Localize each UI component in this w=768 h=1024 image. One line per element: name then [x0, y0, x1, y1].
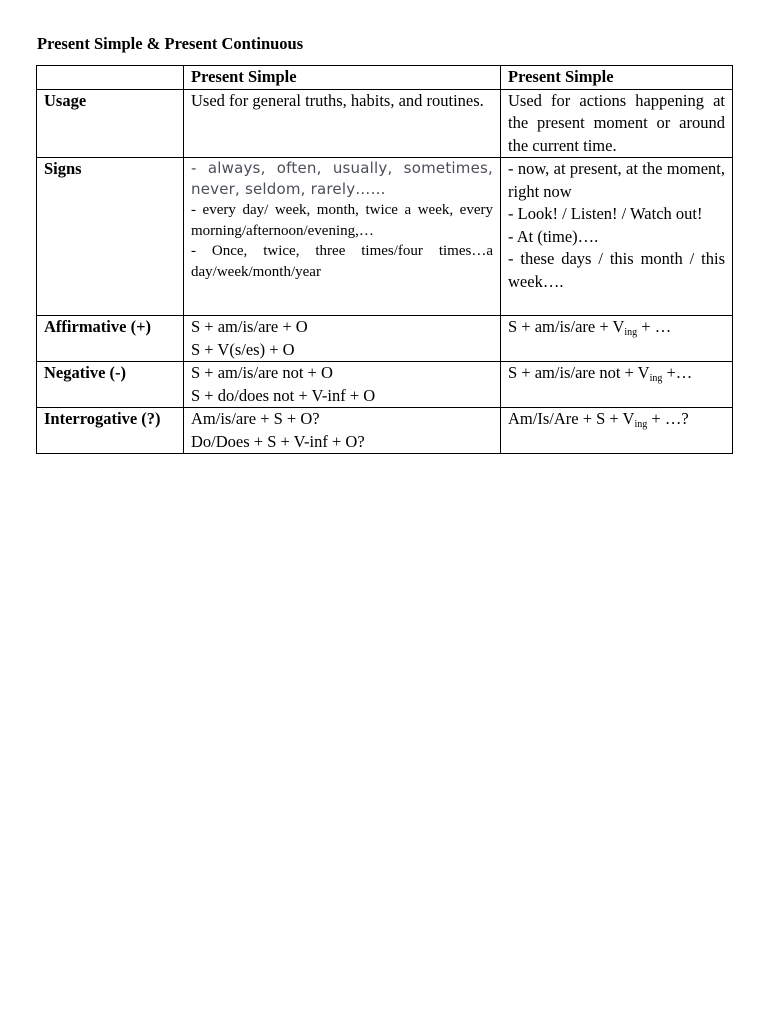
formula-part: + …: [637, 317, 672, 336]
grammar-comparison-table: [36, 65, 733, 454]
row-label-usage: Usage: [37, 89, 184, 158]
affirmative-simple-formula-be: S + am/is/are + O: [191, 317, 308, 336]
table-header-row: [37, 66, 733, 90]
usage-continuous-cell: Used for actions happening at the present moment or around the current time.: [501, 89, 733, 158]
row-label-signs: Signs: [37, 158, 184, 316]
formula-subscript: ing: [649, 373, 663, 384]
signs-continuous-imperatives: - Look! / Listen! / Watch out!: [508, 204, 703, 223]
formula-part: + …?: [647, 409, 689, 428]
signs-continuous-now: - now, at present, at the moment, right now: [508, 159, 725, 201]
affirmative-continuous-formula: [508, 316, 725, 339]
row-label-interrogative: Interrogative (?): [37, 408, 184, 454]
row-label-negative: Negative (-): [37, 362, 184, 408]
signs-continuous-cell: [501, 158, 733, 316]
signs-simple-keywords: - always, often, usually, sometimes, never, seldom, rarely……: [191, 159, 493, 198]
affirmative-continuous-cell: [501, 316, 733, 362]
negative-continuous-cell: [501, 362, 733, 408]
header-present-simple: Present Simple: [184, 66, 501, 90]
formula-subscript: ing: [634, 419, 648, 430]
table-row-interrogative: [37, 408, 733, 454]
interrogative-simple-cell: [184, 408, 501, 454]
signs-simple-cell: [184, 158, 501, 316]
signs-simple-frequency: - Once, twice, three times/four times…a day/week/month/year: [191, 243, 493, 280]
negative-simple-cell: [184, 362, 501, 408]
affirmative-simple-formula-verb: S + V(s/es) + O: [191, 339, 295, 359]
table-row-signs: [37, 158, 733, 316]
signs-continuous-at-time: - At (time)….: [508, 226, 599, 246]
row-label-affirmative: Affirmative (+): [37, 316, 184, 362]
formula-subscript: ing: [624, 327, 638, 338]
table-row-usage: [37, 89, 733, 158]
header-empty-cell: [37, 66, 184, 90]
signs-continuous-these-days: - these days / this month / this week….: [508, 249, 725, 291]
formula-part: S + am/is/are + V: [508, 317, 625, 336]
table-row-negative: [37, 362, 733, 408]
interrogative-simple-formula-verb: Do/Does + S + V-inf + O?: [191, 431, 365, 451]
table-row-affirmative: [37, 316, 733, 362]
negative-simple-formula-be: S + am/is/are not + O: [191, 363, 333, 382]
interrogative-simple-formula-be: Am/is/are + S + O?: [191, 409, 320, 428]
signs-simple-time-expressions: - every day/ week, month, twice a week, every morning/afternoon/evening,…: [191, 202, 493, 239]
affirmative-simple-cell: [184, 316, 501, 362]
negative-simple-formula-verb: S + do/does not + V-inf + O: [191, 385, 376, 405]
formula-part: Am/Is/Are + S + V: [508, 409, 635, 428]
formula-part: +…: [662, 363, 693, 382]
interrogative-continuous-cell: [501, 408, 733, 454]
document-title: Present Simple & Present Continuous: [37, 34, 304, 53]
negative-continuous-formula: [508, 362, 725, 385]
usage-simple-cell: Used for general truths, habits, and routines.: [184, 89, 501, 158]
header-present-continuous: Present Simple: [501, 66, 733, 90]
interrogative-continuous-formula: [508, 408, 725, 431]
formula-part: S + am/is/are not + V: [508, 363, 650, 382]
